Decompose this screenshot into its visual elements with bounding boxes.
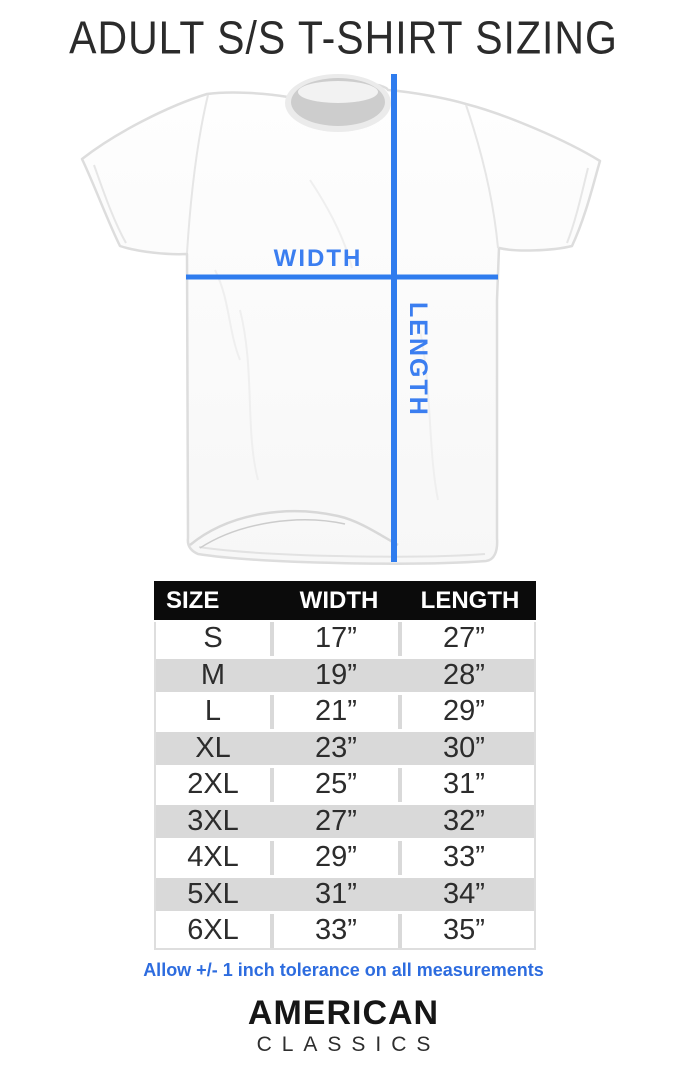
- size-cell: 2XL: [156, 768, 274, 802]
- brand-subname: CLASSICS: [256, 1033, 441, 1056]
- size-cell: 5XL: [156, 878, 274, 912]
- width-cell: 25”: [274, 768, 402, 802]
- length-cell: 28”: [443, 658, 485, 691]
- column-header-length: LENGTH: [420, 586, 520, 614]
- column-header-size: SIZE: [166, 586, 220, 614]
- width-label: WIDTH: [273, 245, 363, 272]
- width-cell: 23”: [274, 732, 402, 766]
- width-cell: 27”: [274, 805, 402, 839]
- width-cell: 29”: [274, 841, 402, 875]
- tshirt-body: [82, 83, 600, 564]
- brand-name: AMERICAN: [247, 994, 440, 1032]
- width-cell: 21”: [274, 695, 402, 729]
- table-row: [156, 768, 534, 802]
- size-cell: L: [156, 695, 274, 729]
- brand-logo: [0, 996, 687, 1055]
- length-cell: 30”: [443, 731, 485, 764]
- table-row: [156, 841, 534, 875]
- length-cell: 31”: [443, 768, 485, 800]
- length-cell: 27”: [443, 622, 485, 654]
- width-cell: 17”: [274, 622, 402, 656]
- width-cell: 31”: [274, 878, 402, 912]
- length-cell: 34”: [443, 877, 485, 910]
- width-cell: 19”: [274, 659, 402, 693]
- width-cell: 33”: [274, 914, 402, 948]
- tshirt-diagram: [60, 70, 620, 575]
- size-cell: S: [156, 622, 274, 656]
- size-cell: XL: [156, 732, 274, 766]
- collar: [285, 74, 391, 132]
- table-row: [156, 659, 534, 693]
- size-cell: 3XL: [156, 805, 274, 839]
- table-row: [156, 695, 534, 729]
- size-cell: 4XL: [156, 841, 274, 875]
- size-table: [154, 581, 536, 950]
- page-title: ADULT S/S T-SHIRT SIZING: [69, 12, 618, 64]
- size-table-header: [154, 581, 536, 620]
- table-row: [156, 622, 534, 656]
- column-header-width: WIDTH: [299, 586, 379, 614]
- length-label: LENGTH: [404, 302, 432, 417]
- tolerance-note: Allow +/- 1 inch tolerance on all measurements: [143, 960, 544, 980]
- length-cell: 35”: [443, 914, 485, 946]
- size-cell: M: [156, 659, 274, 693]
- size-cell: 6XL: [156, 914, 274, 948]
- length-cell: 33”: [443, 841, 485, 873]
- size-table-body: [154, 622, 536, 950]
- length-cell: 32”: [443, 804, 485, 837]
- length-cell: 29”: [443, 695, 485, 727]
- table-row: [156, 878, 534, 912]
- table-row: [156, 805, 534, 839]
- table-row: [156, 914, 534, 948]
- table-row: [156, 732, 534, 766]
